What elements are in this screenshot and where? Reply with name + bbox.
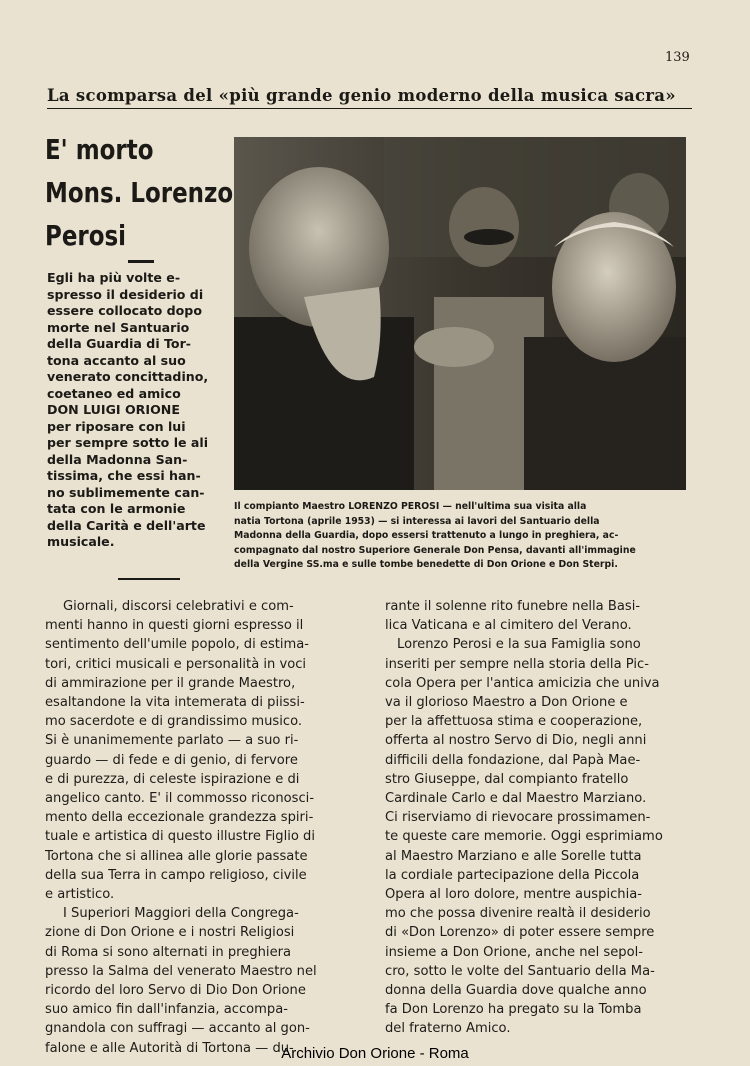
intro-end-rule xyxy=(118,578,180,580)
title-line: Perosi xyxy=(45,219,127,252)
text-line: Ci riserviamo di rievocare prossimamen- xyxy=(385,810,651,826)
text-line: cro, sotto le volte del Santuario della Ma- xyxy=(385,963,655,979)
photograph xyxy=(234,137,686,490)
text-line: cola Opera per l'antica amicizia che univa xyxy=(385,675,660,691)
text-line: presso la Salma del venerato Maestro nel xyxy=(45,963,317,979)
intro-line: della Carità e dell'arte xyxy=(47,517,206,533)
intro-line: della Guardia di Tor- xyxy=(47,336,192,351)
text-line: tori, critici musicali e personalità in voci xyxy=(45,656,307,672)
intro-line: spresso il desiderio di xyxy=(47,286,204,302)
text-line: di Roma si sono alternati in preghiera xyxy=(45,944,292,960)
text-line: Lorenzo Perosi e la sua Famiglia sono xyxy=(397,637,641,653)
text-line: per la affettuosa stima e cooperazione, xyxy=(385,714,643,730)
text-line: ricordo del loro Servo di Dio Don Orione xyxy=(45,983,306,999)
text-line: donna della Guardia dove qualche anno xyxy=(385,983,647,999)
text-line: va il glorioso Maestro a Don Orione e xyxy=(385,695,628,711)
title-line: Mons. Lorenzo xyxy=(45,176,234,209)
intro-line: essere collocato dopo xyxy=(47,303,202,318)
text-line: difficili della fondazione, dal Papà Mae- xyxy=(385,752,641,768)
text-line: sentimento dell'umile popolo, di estima- xyxy=(45,637,310,653)
text-line: la cordiale partecipazione della Piccola xyxy=(385,867,640,883)
article-column-1 xyxy=(45,597,365,1058)
text-line: del fraterno Amico. xyxy=(385,1021,511,1037)
text-line: Opera al loro dolore, mentre auspichia- xyxy=(385,887,642,903)
intro-line: DON LUIGI ORIONE xyxy=(47,402,180,417)
text-line: Tortona che si allinea alle glorie passate xyxy=(45,848,308,864)
caption-line: compagnato dal nostro Superiore Generale Don Pensa, davanti all'immagine xyxy=(234,544,636,556)
archive-footer: Archivio Don Orione - Roma xyxy=(281,1045,469,1062)
text-line: zione di Don Orione e i nostri Religiosi xyxy=(45,925,295,941)
text-line: suo amico fin dall'infanzia, accompa- xyxy=(45,1002,288,1018)
article-title xyxy=(45,128,234,257)
text-line: mo che possa divenire realtà il desiderio xyxy=(385,906,651,922)
text-line: rante il solenne rito funebre nella Basi- xyxy=(385,599,641,614)
text-line: esaltandone la vita intemerata di piissi- xyxy=(45,695,305,711)
text-line: guardo — di fede e di genio, di fervore xyxy=(45,752,298,768)
intro-line: coetaneo ed amico xyxy=(47,385,181,401)
intro-line: musicale. xyxy=(47,534,115,549)
text-line: Cardinale Carlo e dal Maestro Marziano. xyxy=(385,791,647,807)
text-line: insieme a Don Orione, anche nel sepol- xyxy=(385,944,643,960)
text-line: gnandola con suffragi — accanto al gon- xyxy=(45,1021,310,1037)
text-line: I Superiori Maggiori della Congrega- xyxy=(63,906,299,922)
text-line: Si è unanimemente parlato — a suo ri- xyxy=(45,733,299,749)
text-line: e di purezza, di celeste ispirazione e di xyxy=(45,771,300,787)
photo-image xyxy=(234,137,686,490)
intro-paragraph xyxy=(47,270,215,551)
text-line: della sua Terra in campo religioso, civile xyxy=(45,867,307,883)
title-rule xyxy=(128,260,154,263)
caption-line: Il compianto Maestro LORENZO PEROSI — nell'ultima sua visita alla xyxy=(234,501,587,512)
text-line: di «Don Lorenzo» di poter essere sempre xyxy=(385,925,655,941)
text-line: di ammirazione per il grande Maestro, xyxy=(45,675,296,691)
article-headline: La scomparsa del «più grande genio moderno della musica sacra» xyxy=(47,86,692,109)
text-line: lica Vaticana e al cimitero del Verano. xyxy=(385,618,632,634)
text-line: angelico canto. E' il commosso riconosci- xyxy=(45,791,315,807)
intro-line: per riposare con lui xyxy=(47,418,186,434)
text-line: falone e alle Autorità di Tortona — du- xyxy=(45,1040,294,1056)
text-line: Giornali, discorsi celebrativi e com- xyxy=(63,599,294,614)
intro-line: tona accanto al suo xyxy=(47,352,186,368)
title-line: E' morto xyxy=(45,133,154,166)
photo-caption xyxy=(234,500,692,573)
text-line: mo sacerdote e di grandissimo musico. xyxy=(45,714,303,730)
text-line: al Maestro Marziano e alle Sorelle tutta xyxy=(385,848,642,864)
text-line: inseriti per sempre nella storia della Pic- xyxy=(385,656,649,672)
intro-line: no sublimemente can- xyxy=(47,484,205,500)
article-column-2 xyxy=(385,597,705,1039)
page-number: 139 xyxy=(665,50,690,65)
intro-line: Egli ha più volte e- xyxy=(47,270,181,285)
caption-line: natia Tortona (aprile 1953) — si interessa ai lavori del Santuario della xyxy=(234,515,600,527)
text-line: stro Giuseppe, dal compianto fratello xyxy=(385,771,629,787)
caption-line: della Vergine SS.ma e sulle tombe benedette di Don Orione e Don Sterpi. xyxy=(234,559,618,571)
caption-line: Madonna della Guardia, dopo essersi trattenuto a lungo in preghiera, ac- xyxy=(234,530,619,542)
text-line: te queste care memorie. Oggi esprimiamo xyxy=(385,829,663,845)
text-line: offerta al nostro Servo di Dio, negli anni xyxy=(385,733,647,749)
text-line: mento della eccezionale grandezza spiri- xyxy=(45,810,314,826)
intro-line: venerato concittadino, xyxy=(47,369,209,384)
intro-line: morte nel Santuario xyxy=(47,319,190,335)
text-line: fa Don Lorenzo ha pregato su la Tomba xyxy=(385,1002,642,1018)
intro-line: della Madonna San- xyxy=(47,451,188,467)
intro-line: tata con le armonie xyxy=(47,501,186,516)
text-line: menti hanno in questi giorni espresso il xyxy=(45,618,304,634)
text-line: tuale e artistica di questo illustre Figlio di xyxy=(45,829,316,845)
intro-line: tissima, che essi han- xyxy=(47,468,201,483)
intro-line: per sempre sotto le ali xyxy=(47,435,209,450)
text-line: e artistico. xyxy=(45,887,115,903)
